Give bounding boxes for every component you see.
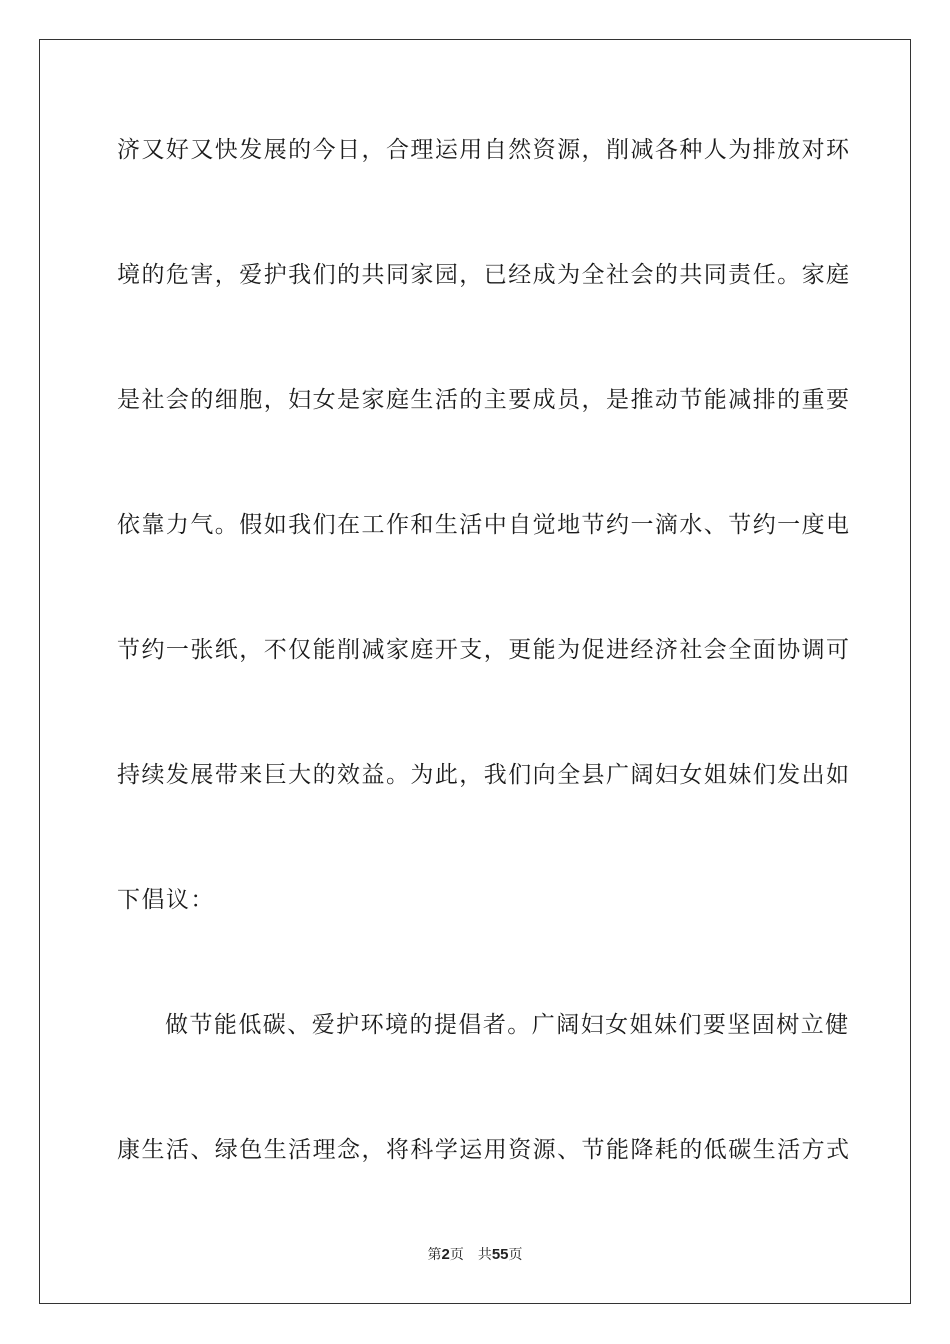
paragraph-line: 境的危害，爱护我们的共同家园，已经成为全社会的共同责任。家庭 xyxy=(117,262,851,288)
paragraph-line: 依靠力气。假如我们在工作和生活中自觉地节约一滴水、节约一度电 xyxy=(117,512,851,538)
total-prefix: 共 xyxy=(477,1247,492,1263)
page-suffix: 页 xyxy=(449,1247,464,1263)
page-border xyxy=(39,39,911,1304)
paragraph-line: 济又好又快发展的今日，合理运用自然资源，削减各种人为排放对环 xyxy=(117,137,851,163)
paragraph-line-indented: 做节能低碳、爱护环境的提倡者。广阔妇女姐妹们要坚固树立健 xyxy=(165,1012,850,1038)
paragraph-line: 节约一张纸，不仅能削减家庭开支，更能为促进经济社会全面协调可 xyxy=(117,637,851,663)
total-suffix: 页 xyxy=(508,1247,523,1263)
paragraph-line: 下倡议： xyxy=(117,887,215,913)
total-pages: 55 xyxy=(491,1246,509,1263)
page-footer xyxy=(0,1246,950,1264)
page-number: 2 xyxy=(441,1246,450,1263)
paragraph-line: 持续发展带来巨大的效益。为此，我们向全县广阔妇女姐妹们发出如 xyxy=(117,762,851,788)
paragraph-line: 是社会的细胞，妇女是家庭生活的主要成员，是推动节能减排的重要 xyxy=(117,387,851,413)
paragraph-line: 康生活、绿色生活理念，将科学运用资源、节能降耗的低碳生活方式 xyxy=(117,1137,851,1163)
page-prefix: 第 xyxy=(427,1247,442,1263)
